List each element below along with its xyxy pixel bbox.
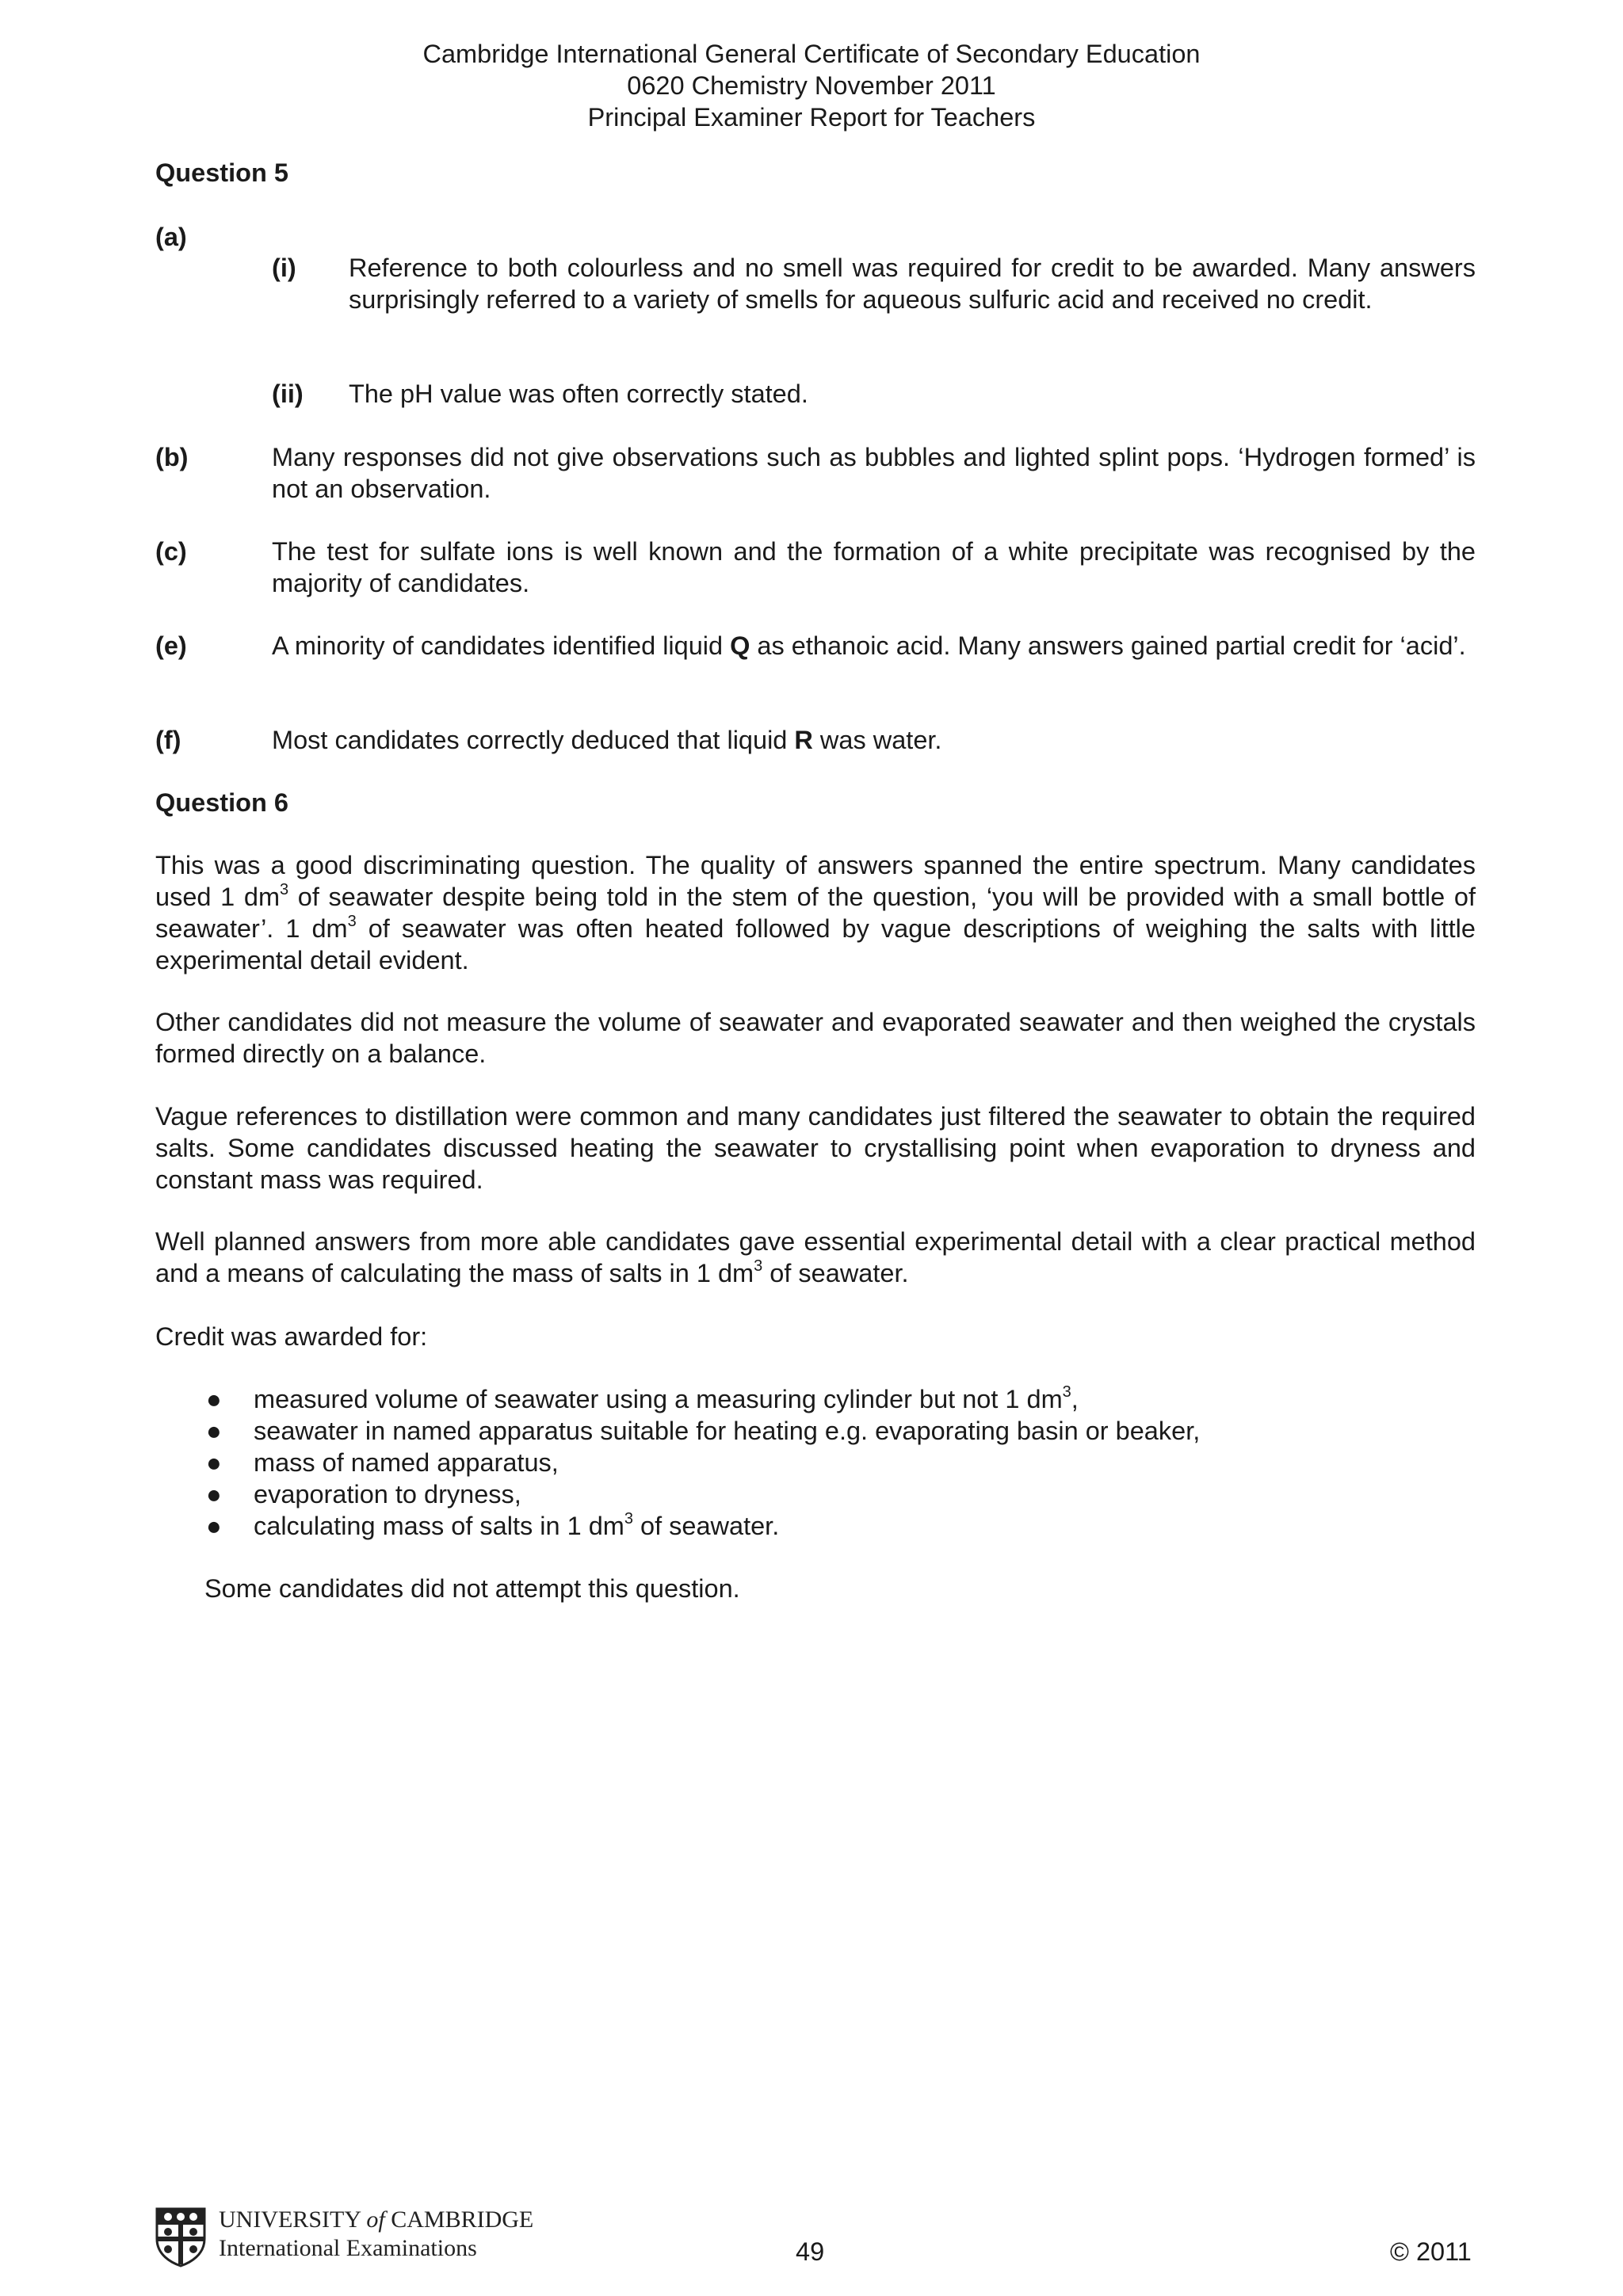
superscript-3: 3 <box>624 1510 633 1528</box>
part-e-text-end: as ethanoic acid. Many answers gained partial credit for ‘acid’. <box>750 631 1466 660</box>
q6-p1-part-c: of seawater was often heated followed by vague descriptions of weighing the salts with little experimental detail evident. <box>155 914 1476 974</box>
credit-item-1-text: measured volume of seawater using a measuring cylinder but not 1 dm <box>254 1385 1063 1413</box>
q6-paragraph-3: Vague references to distillation were common and many candidates just filtered the seawater to obtain the required salts. Some candidates discussed heating the seawater to crystallising point when evaporation to dryness and constant mass was required. <box>155 1102 1476 1194</box>
part-a-i-text: Reference to both colourless and no smell was required for credit to be awarded. Many answers surprisingly referred to a variety of smells for aqueous sulfuric acid and received no credit. <box>349 254 1476 314</box>
part-e-label: (e) <box>155 631 187 660</box>
credit-item-5-text: calculating mass of salts in 1 dm <box>254 1512 624 1540</box>
part-e-text-start: A minority of candidates identified liquid <box>272 631 731 660</box>
credit-item-2: seawater in named apparatus suitable for heating e.g. evaporating basin or beaker, <box>254 1417 1201 1445</box>
q6-p4-part-a: Well planned answers from more able candidates gave essential experimental detail with a clear practical method and a means of calculating the mass of salts in 1 dm <box>155 1227 1476 1287</box>
part-e-text <box>272 630 1476 662</box>
q6-paragraph-2: Other candidates did not measure the volume of seawater and evaporated seawater and then weighed the crystals formed directly on a balance. <box>155 1008 1476 1068</box>
credit-intro: Credit was awarded for: <box>155 1322 428 1351</box>
part-c-label: (c) <box>155 537 187 566</box>
report-header <box>0 38 1623 133</box>
q6-closing-note: Some candidates did not attempt this question. <box>204 1574 740 1603</box>
part-b-text: Many responses did not give observations such as bubbles and lighted splint pops. ‘Hydrogen formed’ is not an observation. <box>272 443 1476 503</box>
logo-cambridge: CAMBRIDGE <box>391 2206 534 2233</box>
credit-item-3: mass of named apparatus, <box>254 1448 559 1477</box>
logo-line-2: International Examinations <box>219 2235 477 2261</box>
cambridge-logo-text <box>219 2206 533 2263</box>
part-a-i-label: (i) <box>272 254 296 282</box>
part-f-text-start: Most candidates correctly deduced that liquid <box>272 726 795 754</box>
bullet-marker: ● <box>206 1448 222 1477</box>
credit-item-5 <box>254 1510 779 1542</box>
credit-item-1-end: , <box>1071 1385 1079 1413</box>
q6-p1-part-a: This was a good discriminating question. The quality of answers spanned the entire spectrum. Many candidates used 1 dm <box>155 851 1476 911</box>
part-f-text <box>272 724 941 756</box>
liquid-r-label: R <box>794 726 813 754</box>
q6-p4-part-b: of seawater. <box>762 1259 909 1287</box>
credit-item-1 <box>254 1383 1079 1415</box>
header-line-2: 0620 Chemistry November 2011 <box>627 71 996 100</box>
logo-of: of <box>366 2206 385 2233</box>
bullet-marker: ● <box>206 1480 222 1508</box>
bullet-marker: ● <box>206 1417 222 1445</box>
bullet-marker: ● <box>206 1512 222 1540</box>
part-a-ii-label: (ii) <box>272 379 304 408</box>
part-a-label: (a) <box>155 223 187 251</box>
superscript-3: 3 <box>754 1257 763 1276</box>
question-5-heading: Question 5 <box>155 158 288 187</box>
header-line-3: Principal Examiner Report for Teachers <box>587 103 1036 132</box>
part-c-text: The test for sulfate ions is well known and the formation of a white precipitate was recognised by the majority of candidates. <box>272 537 1476 597</box>
part-a-ii-text: The pH value was often correctly stated. <box>349 379 808 408</box>
credit-item-5-end: of seawater. <box>632 1512 780 1540</box>
q6-p1-part-b: of seawater despite being told in the stem of the question, ‘you will be provided with a small bottle of seawater’. 1 dm <box>155 883 1476 943</box>
logo-line-1 <box>219 2206 533 2234</box>
superscript-3: 3 <box>280 881 289 899</box>
q6-paragraph-4 <box>155 1226 1476 1289</box>
part-b-label: (b) <box>155 443 189 471</box>
bullet-marker: ● <box>206 1385 222 1413</box>
question-6-heading: Question 6 <box>155 788 288 817</box>
superscript-3: 3 <box>1062 1383 1071 1402</box>
page-number: 49 <box>796 2237 825 2266</box>
part-f-label: (f) <box>155 726 181 754</box>
part-f-text-end: was water. <box>812 726 942 754</box>
cambridge-shield-icon <box>155 2207 206 2267</box>
header-line-1: Cambridge International General Certificate of Secondary Education <box>422 40 1201 68</box>
credit-item-4: evaporation to dryness, <box>254 1480 521 1508</box>
logo-university: UNIVERSITY <box>219 2206 361 2233</box>
copyright: © 2011 <box>1390 2237 1472 2266</box>
liquid-q-label: Q <box>730 631 750 660</box>
q6-paragraph-1 <box>155 849 1476 976</box>
superscript-3: 3 <box>347 913 357 931</box>
